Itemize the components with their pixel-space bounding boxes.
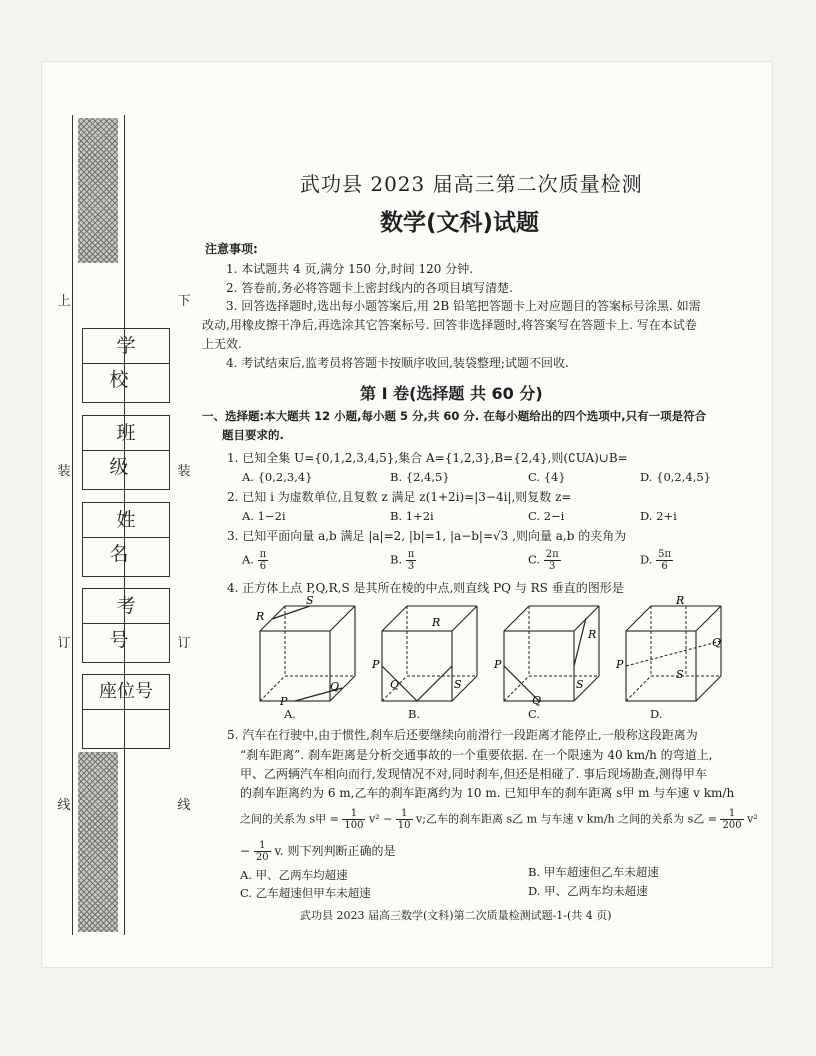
q5-option-d: D. 甲、乙两车均未超速 — [528, 884, 648, 898]
binding-char: 线 — [177, 798, 191, 813]
denominator: 6 — [259, 561, 267, 572]
fraction — [396, 808, 413, 831]
field-name[interactable] — [82, 502, 170, 577]
point-r: R — [256, 610, 265, 623]
denominator: 3 — [548, 561, 556, 572]
page-footer: 武功县 2023 届高三数学(文科)第二次质量检测试题-1-(共 4 页) — [300, 909, 612, 922]
denominator: 3 — [407, 561, 415, 572]
exam-title: 武功县 2023 届高三第二次质量检测 — [300, 172, 643, 196]
q1-option-c: C. {4} — [528, 470, 566, 484]
point-q: Q — [390, 678, 400, 691]
fraction — [544, 549, 561, 572]
option-label: C. — [528, 552, 541, 567]
point-p: P — [616, 658, 624, 671]
q1-option-d: D. {0,2,4,5} — [640, 470, 711, 484]
option-label: A. — [242, 552, 254, 567]
question-5-line: 甲、乙两辆汽车相向而行,发现情况不对,同时刹车,但还是相碰了. 事后现场勘查,测得甲车 — [240, 767, 707, 781]
binding-char: 订 — [177, 636, 191, 651]
denominator: 10 — [397, 820, 411, 831]
formula-text: v² — [747, 812, 758, 826]
q1-option-a: A. {0,2,3,4} — [242, 470, 313, 484]
binding-line-left — [72, 115, 73, 935]
question-5-line: 的刹车距离约为 6 m,乙车的刹车距离约为 10 m. 已知甲车的刹车距离 s甲 m 与车速 v km/h — [240, 786, 735, 800]
exam-subject: 数学(文科)试题 — [380, 210, 540, 236]
cube-figure-b — [372, 596, 482, 706]
figure-label-a: A. — [284, 707, 296, 721]
formula-text: v. 则下列判断正确的是 — [274, 844, 396, 858]
q3-option-d — [640, 549, 673, 572]
field-class[interactable] — [82, 415, 170, 490]
q5-option-b: B. 甲车超速但乙车未超速 — [528, 865, 659, 879]
q3-option-b — [390, 549, 416, 572]
numerator: π — [407, 549, 415, 560]
q2-option-b: B. 1+2i — [390, 509, 434, 523]
q2-option-c: C. 2−i — [528, 509, 565, 523]
cube-figure-a — [250, 596, 360, 706]
fraction — [342, 808, 365, 831]
numerator: 2π — [545, 549, 559, 560]
field-label: 班 级 — [83, 416, 169, 451]
field-seat-number[interactable] — [82, 674, 170, 749]
binding-hatch-top — [78, 118, 118, 263]
question-1-stem: 1. 已知全集 U={0,1,2,3,4,5},集合 A={1,2,3},B={2,4},则(∁UA)∪B= — [227, 451, 628, 465]
q3-option-c — [528, 549, 561, 572]
point-s: S — [576, 678, 584, 691]
binding-char: 装 — [177, 464, 191, 479]
figure-label-b: B. — [408, 707, 421, 721]
cube-figure-d — [616, 596, 726, 706]
question-5-formula-line — [240, 840, 395, 863]
point-r: R — [676, 596, 685, 607]
option-label: D. — [640, 552, 653, 567]
formula-text: 之间的关系为 s甲 = — [240, 812, 339, 826]
notice-item: 1. 本试题共 4 页,满分 150 分,时间 120 分钟. — [226, 262, 474, 276]
point-s: S — [454, 678, 462, 691]
field-label: 姓 名 — [83, 503, 169, 538]
field-school[interactable] — [82, 328, 170, 403]
point-p: P — [372, 658, 380, 671]
numerator: 1 — [254, 840, 271, 852]
binding-char: 下 — [177, 294, 191, 309]
q5-option-a: A. 甲、乙两车均超速 — [240, 868, 348, 882]
denominator: 6 — [661, 561, 668, 572]
denominator: 20 — [255, 852, 269, 863]
numerator: 1 — [342, 808, 365, 820]
denominator: 100 — [344, 820, 364, 831]
point-q: Q — [712, 636, 722, 649]
numerator: 1 — [396, 808, 413, 820]
notice-heading: 注意事项: — [205, 242, 258, 256]
q5-option-c: C. 乙车超速但甲车未超速 — [240, 886, 371, 900]
section-intro: 一、选择题:本大题共 12 小题,每小题 5 分,共 60 分. 在每小题给出的四个选项中,只有一项是符合 — [202, 409, 707, 423]
section-title: 第 I 卷(选择题 共 60 分) — [360, 384, 543, 403]
binding-char: 线 — [57, 798, 71, 813]
numerator: 1 — [720, 808, 743, 820]
question-5-line: 5. 汽车在行驶中,由于惯性,刹车后还要继续向前滑行一段距离才能停止,一般称这段距离为 — [227, 728, 698, 742]
cube-figure-c — [494, 596, 604, 706]
fraction — [656, 549, 673, 572]
formula-text: − — [240, 844, 251, 858]
denominator: 200 — [722, 820, 742, 831]
section-intro: 题目要求的. — [222, 428, 284, 442]
field-label: 学 校 — [83, 329, 169, 364]
point-p: P — [280, 695, 288, 706]
question-4-stem: 4. 正方体上点 P,Q,R,S 是其所在棱的中点,则直线 PQ 与 RS 垂直的图形是 — [227, 581, 624, 595]
point-p: P — [494, 658, 502, 671]
question-3-stem: 3. 已知平面向量 a,b 满足 |a|=2, |b|=1, |a−b|=√3 ,则向量 a,b 的夹角为 — [227, 529, 627, 543]
point-r: R — [432, 616, 441, 629]
numerator: 5π — [658, 549, 672, 560]
fraction — [254, 840, 271, 863]
fraction — [720, 808, 743, 831]
figure-label-d: D. — [650, 707, 663, 721]
field-exam-number[interactable] — [82, 588, 170, 663]
q3-option-a — [242, 549, 268, 572]
q2-option-a: A. 1−2i — [242, 509, 286, 523]
point-q: Q — [330, 680, 340, 693]
binding-char: 装 — [57, 464, 71, 479]
q1-option-b: B. {2,4,5} — [390, 470, 450, 484]
point-q: Q — [532, 694, 542, 706]
point-r: R — [588, 628, 597, 641]
question-2-stem: 2. 已知 i 为虚数单位,且复数 z 满足 z(1+2i)=|3−4i|,则复数 z= — [227, 490, 572, 504]
notice-item: 2. 答卷前,务必将答题卡上密封线内的各项目填写清楚. — [226, 281, 513, 295]
binding-char: 上 — [57, 294, 71, 309]
formula-text: v² − — [368, 812, 393, 826]
field-label: 考 号 — [83, 589, 169, 624]
notice-item: 4. 考试结束后,监考员将答题卡按顺序收回,装袋整理;试题不回收. — [226, 356, 569, 370]
binding-hatch-bottom — [78, 752, 118, 932]
field-blank[interactable] — [83, 710, 169, 748]
question-5-line: “刹车距离”. 刹车距离是分析交通事故的一个重要依据. 在一个限速为 40 km/h 的弯道上, — [240, 748, 713, 762]
point-s: S — [306, 596, 314, 607]
q2-option-d: D. 2+i — [640, 509, 677, 523]
fraction — [406, 549, 417, 572]
formula-text: v;乙车的刹车距离 s乙 m 与车速 v km/h 之间的关系为 s乙 = — [416, 812, 717, 826]
fraction — [258, 549, 269, 572]
numerator: π — [259, 549, 267, 560]
figure-label-c: C. — [528, 707, 541, 721]
field-label: 座位号 — [83, 675, 169, 710]
binding-char: 订 — [57, 636, 71, 651]
notice-item: 改动,用橡皮擦干净后,再选涂其它答案标号. 回答非选择题时,将答案写在答题卡上. 写在本试卷 — [202, 318, 697, 332]
point-s: S — [676, 668, 684, 681]
question-5-formula-line — [240, 808, 758, 831]
option-label: B. — [390, 552, 403, 567]
notice-item: 3. 回答选择题时,选出每小题答案后,用 2B 铅笔把答题卡上对应题目的答案标号涂黑. 如需 — [226, 299, 701, 313]
notice-item: 上无效. — [202, 337, 242, 351]
